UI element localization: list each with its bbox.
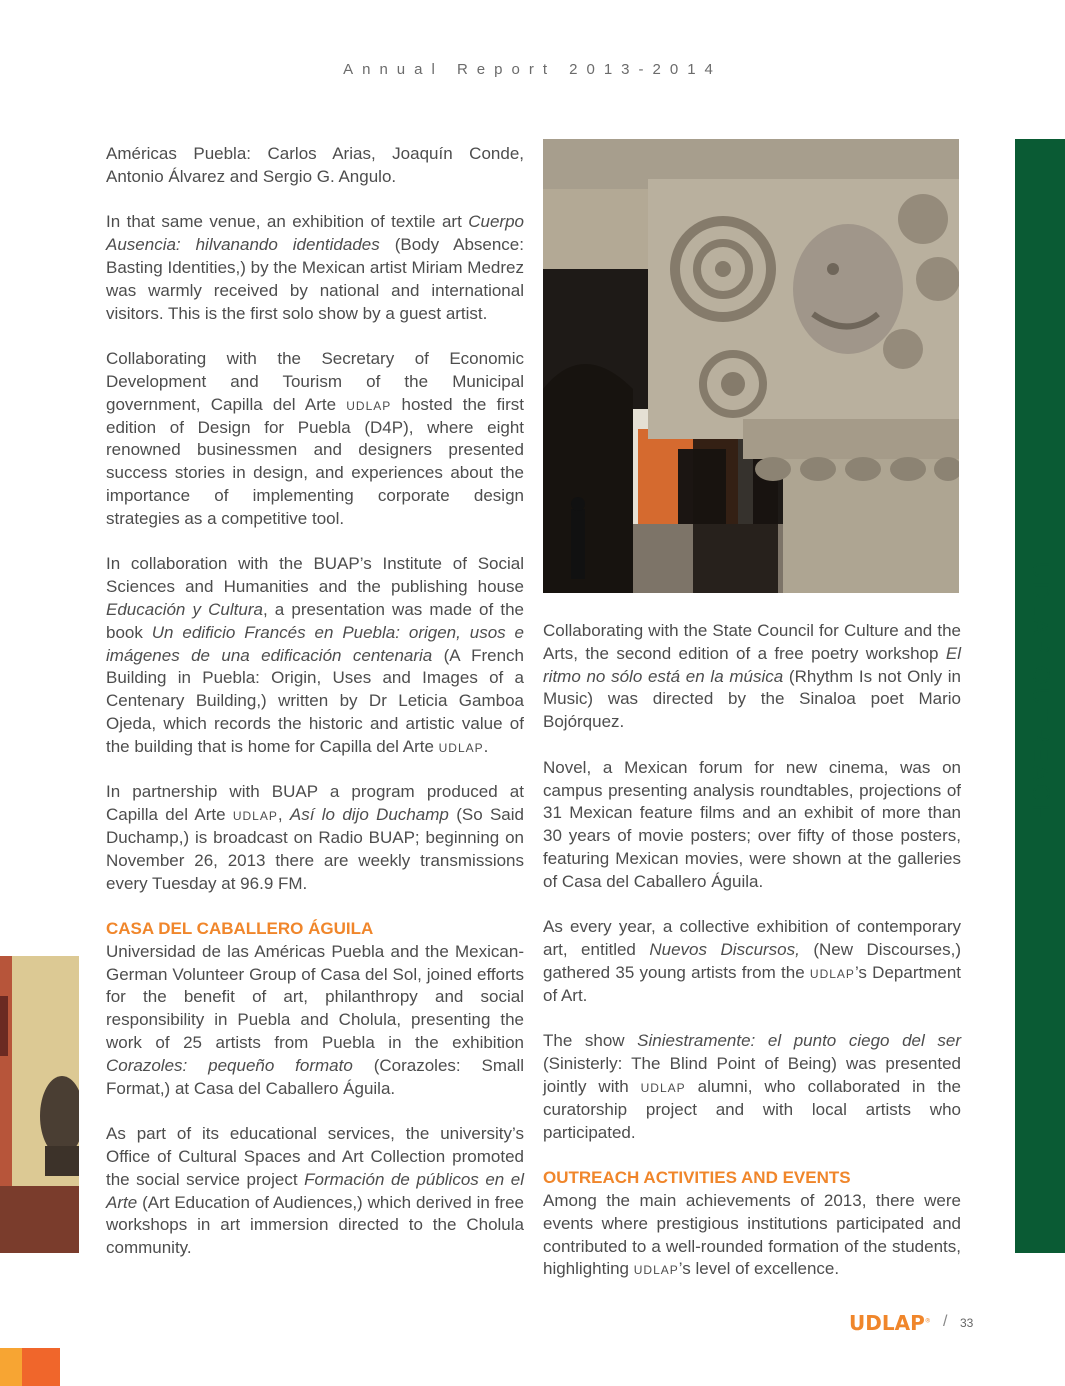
corner-accent-block <box>22 1348 60 1386</box>
paragraph: Novel, a Mexican forum for new cinema, was on campus presenting analysis roundtables, projections of 31 Mexican feature films and an exhibit of more than 30 years of movie posters; over fifty of those posters, featuring Mexican movies, were shown at the galleries of Casa del Caballero Águila. <box>543 757 961 891</box>
paragraph: Collaborating with the State Council for Culture and the Arts, the second edition of a free poetry workshop El ritmo no sólo está en la música (Rhythm Is not Only in Music) was directed by the Sinaloa poet Mario Bojórquez. <box>543 621 962 732</box>
paragraph: Collaborating with the Secretary of Economic Development and Tourism of the Municipal government, Capilla del Arte udlap hosted the first edition of Design for Puebla (D4P), where eight renowned businessmen and designers presented success stories in design, and experiences about the importance of implementing corporate design strategies as a competitive tool. <box>106 349 524 528</box>
paragraph: As part of its educational services, the university’s Office of Cultural Spaces and Art Collection promoted the social service project Formación de públicos en el Arte (Art Education of Audiences,) which derived in free workshops in art immersion directed to the Cholula community. <box>106 1124 524 1258</box>
left-edge-illustration <box>0 956 79 1253</box>
stone-capital-photo <box>543 139 959 593</box>
paragraph: As every year, a collective exhibition of contemporary art, entitled Nuevos Discursos, (New Discourses,) gathered 35 young artists from the udlap’s Department of Art. <box>543 917 961 1005</box>
paragraph: In partnership with BUAP a program produced at Capilla del Arte udlap, Así lo dijo Duchamp (So Said Duchamp,) is broadcast on Radio BUAP; beginning on November 26, 2013 there are weekly transmissions every Tuesday at 96.9 FM. <box>106 782 524 893</box>
page-number: 33 <box>960 1316 974 1330</box>
section-heading: OUTREACH ACTIVITIES AND EVENTS <box>543 1168 851 1188</box>
stone-capital-illustration <box>543 139 959 593</box>
section-side-label: UDLAP OUTREACH <box>1027 561 1054 825</box>
corner-accent-block <box>0 1348 22 1386</box>
paragraph: In that same venue, an exhibition of textile art Cuerpo Ausencia: hilvanando identidades (Body Absence: Basting Identities,) by the Mexican artist Miriam Medrez was warmly received by national and international visitors. This is the first solo show by a guest artist. <box>106 212 524 323</box>
section-heading: CASA DEL CABALLERO ÁGUILA <box>106 919 374 939</box>
left-edge-photo <box>0 956 79 1253</box>
paragraph: Universidad de las Américas Puebla and the Mexican-German Volunteer Group of Casa del Sol, joined efforts for the benefit of art, philanthropy and social responsibility in Puebla and Cholula, presenting the work of 25 artists from Puebla in the exhibition Corazoles: pequeño formato (Corazoles: Small Format,) at Casa del Caballero Águila. <box>106 941 524 1098</box>
report-header-title: Annual Report 2013-2014 <box>343 61 722 78</box>
footer-separator: / <box>943 1313 948 1330</box>
paragraph: Among the main achievements of 2013, there were events where prestigious institutions participated and contributed to a well-rounded formation of the students, highlighting udlap’s level of excellence. <box>543 1190 961 1279</box>
paragraph: In collaboration with the BUAP’s Institute of Social Sciences and Humanities and the publishing house Educación y Cultura, a presentation was made of the book Un edificio Francés en Puebla: origen, usos e imágenes de una edificación centenaria (A French Building in Puebla: Origin, Uses and Images of a Centenary Building,) written by Dr Leticia Gamboa Ojeda, which records the historic and artistic value of the building that is home for Capilla del Arte udlap. <box>106 554 524 756</box>
right-text-column <box>543 620 961 1304</box>
udlap-logo: UDLAP® <box>849 1311 931 1335</box>
left-text-column <box>106 143 524 1283</box>
paragraph: The show Siniestramente: el punto ciego del ser (Sinisterly: The Blind Point of Being) was presented jointly with udlap alumni, who collaborated in the curatorship project and with local artists who participated. <box>543 1031 961 1142</box>
paragraph: Américas Puebla: Carlos Arias, Joaquín Conde, Antonio Álvarez and Sergio G. Angulo. <box>106 144 524 186</box>
